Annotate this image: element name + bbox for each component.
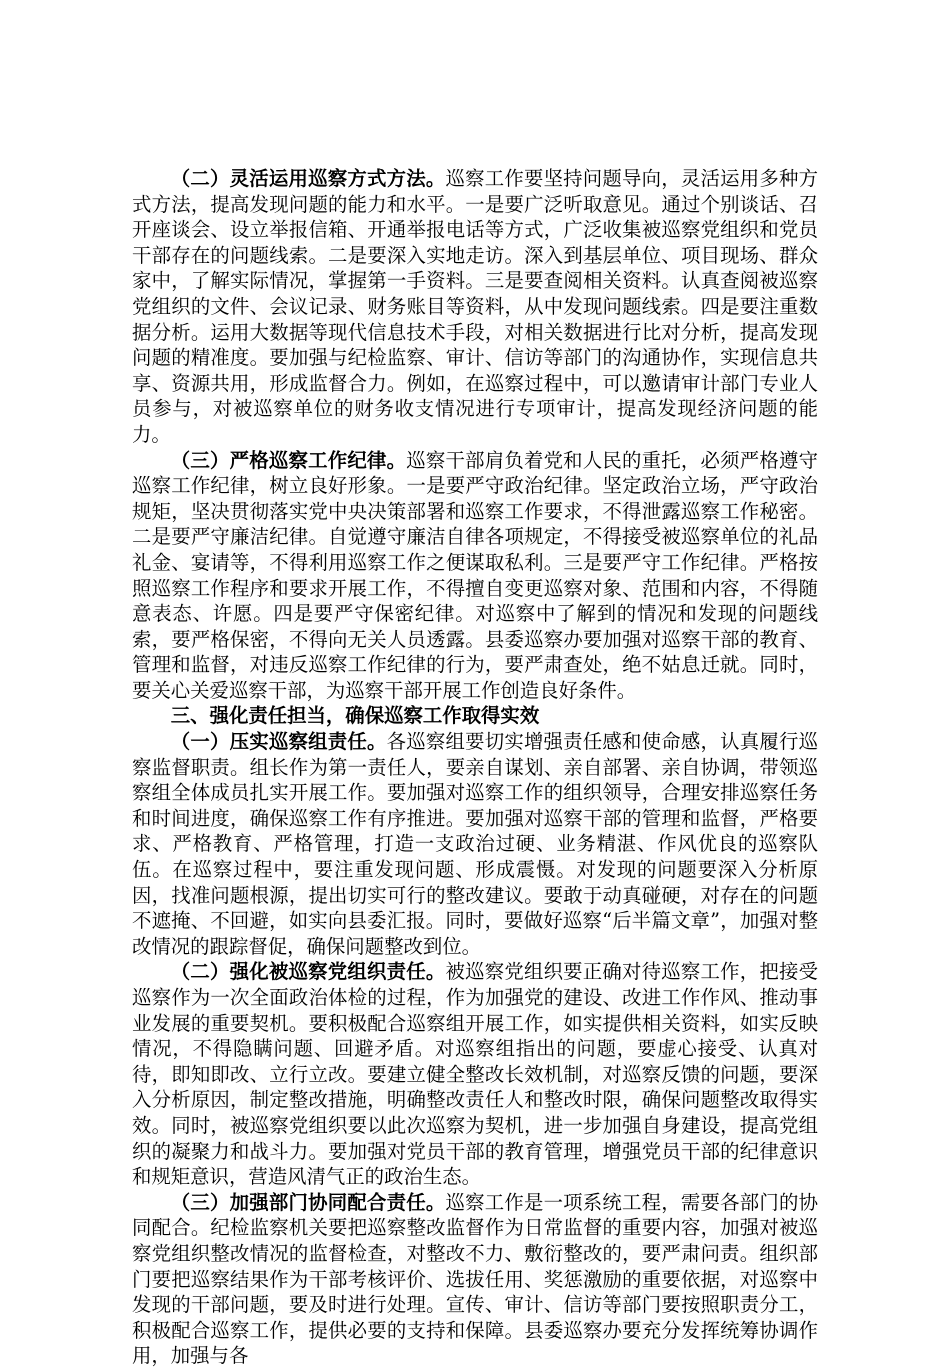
paragraph-inspection-discipline: [132, 448, 818, 704]
paragraph-lead: （一）压实巡察组责任。: [170, 730, 387, 754]
paragraph-department-coordination: [132, 1190, 818, 1369]
paragraph-inspected-organization-responsibility: [132, 959, 818, 1189]
paragraph-text: 各巡察组要切实增强责任感和使命感，认真履行巡察监督职责。组长作为第一责任人，要亲自谋划、亲自部署、亲自协调，带领巡察组全体成员扎实开展工作。要加强对巡察工作的组织领导，合理安排巡察任务和时间进度，确保巡察工作有序推进。要加强对巡察干部的管理和监督，严格要求、严格教育、严格管理，打造一支政治过硬、业务精湛、作风优良的巡察队伍。在巡察过程中，要注重发现问题、形成震慑。对发现的问题要深入分析原因，找准问题根源，提出切实可行的整改建议。要敢于动真碰硬，对存在的问题不遮掩、不回避，如实向县委汇报。同时，要做好巡察“后半篇文章”，加强对整改情况的跟踪督促，确保问题整改到位。: [132, 730, 819, 958]
paragraph-lead: （三）加强部门协同配合责任。: [170, 1190, 446, 1214]
paragraph-text: 巡察工作要坚持问题导向，灵活运用多种方式方法，提高发现问题的能力和水平。一是要广泛听取意见。通过个别谈话、召开座谈会、设立举报信箱、开通举报电话等方式，广泛收集被巡察党组织和党员干部存在的问题线索。二是要深入实地走访。深入到基层单位、项目现场、群众家中，了解实际情况，掌握第一手资料。三是要查阅相关资料。认真查阅被巡察党组织的文件、会议记录、财务账目等资料，从中发现问题线索。四是要注重数据分析。运用大数据等现代信息技术手段，对相关数据进行比对分析，提高发现问题的精准度。要加强与纪检监察、审计、信访等部门的沟通协作，实现信息共享、资源共用，形成监督合力。例如，在巡察过程中，可以邀请审计部门专业人员参与，对被巡察单位的财务收支情况进行专项审计，提高发现经济问题的能力。: [132, 167, 819, 446]
paragraph-inspection-team-responsibility: [132, 729, 818, 959]
paragraph-inspection-methods: [132, 166, 818, 448]
paragraph-text: 被巡察党组织要正确对待巡察工作，把接受巡察作为一次全面政治体检的过程，作为加强党的建设、改进工作作风、推动事业发展的重要契机。要积极配合巡察组开展工作，如实提供相关资料，如实反映情况，不得隐瞒问题、回避矛盾。对巡察组指出的问题，要虚心接受、认真对待，即知即改、立行立改。要建立健全整改长效机制，对巡察反馈的问题，要深入分析原因，制定整改措施，明确整改责任人和整改时限，确保问题整改取得实效。同时，被巡察党组织要以此次巡察为契机，进一步加强自身建设，提高党组织的凝聚力和战斗力。要加强对党员干部的教育管理，增强党员干部的纪律意识和规矩意识，营造风清气正的政治生态。: [132, 960, 819, 1189]
paragraph-text: 巡察干部肩负着党和人民的重托，必须严格遵守巡察工作纪律，树立良好形象。一是要严守政治纪律。坚定政治立场，严守政治规矩，坚决贯彻落实党中央决策部署和巡察工作要求，不得泄露巡察工作秘密。二是要严守廉洁纪律。自觉遵守廉洁自律各项规定，不得接受被巡察单位的礼品礼金、宴请等，不得利用巡察工作之便谋取私利。三是要严守工作纪律。严格按照巡察工作程序和要求开展工作，不得擅自变更巡察对象、范围和内容，不得随意表态、许愿。四是要严守保密纪律。对巡察中了解到的情况和发现的问题线索，要严格保密，不得向无关人员透露。县委巡察办要加强对巡察干部的教育、管理和监督，对违反巡察工作纪律的行为，要严肃查处，绝不姑息迁就。同时，要关心关爱巡察干部，为巡察干部开展工作创造良好条件。: [132, 448, 819, 702]
document-body: [132, 166, 818, 1369]
paragraph-lead: （三）严格巡察工作纪律。: [170, 448, 407, 472]
paragraph-text: 巡察工作是一项系统工程，需要各部门的协同配合。纪检监察机关要把巡察整改监督作为日常监督的重要内容，加强对被巡察党组织整改情况的监督检查，对整改不力、敷衍整改的，要严肃问责。组织部门要把巡察结果作为干部考核评价、选拔任用、奖惩激励的重要依据，对巡察中发现的干部问题，要及时进行处理。宣传、审计、信访等部门要按照职责分工，积极配合巡察工作，提供必要的支持和保障。县委巡察办要充分发挥统筹协调作用，加强与各: [132, 1190, 819, 1368]
paragraph-lead: （二）灵活运用巡察方式方法。: [170, 167, 446, 190]
paragraph-lead: （二）强化被巡察党组织责任。: [170, 960, 446, 984]
section-heading: 三、强化责任担当，确保巡察工作取得实效: [170, 704, 540, 728]
